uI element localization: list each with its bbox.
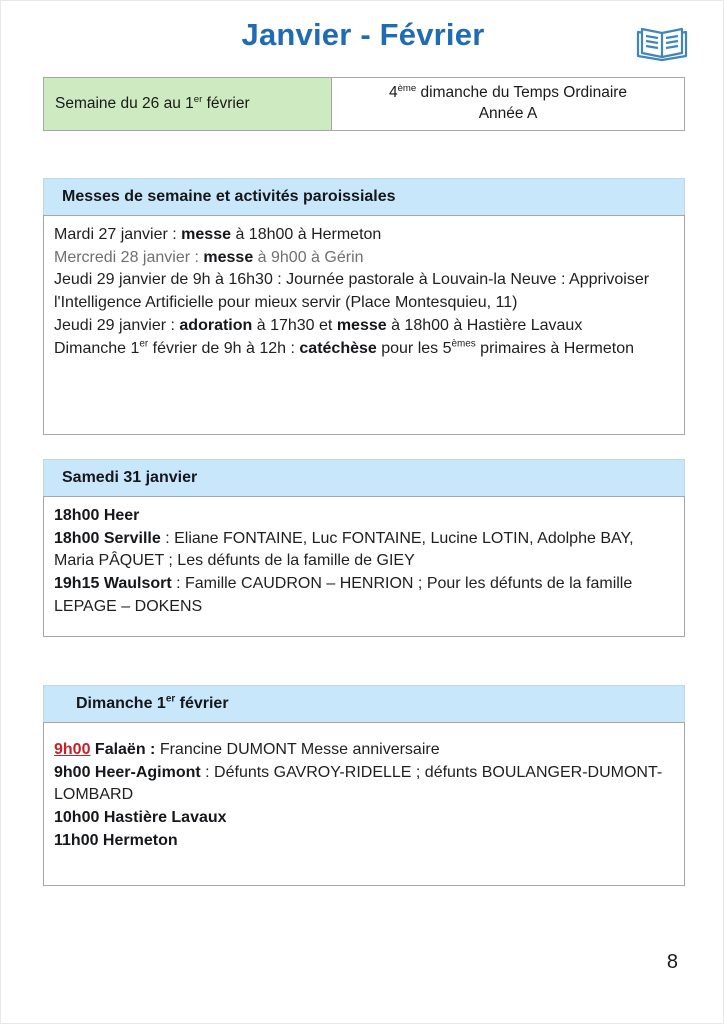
section-heading-messes-semaine: Messes de semaine et activités paroissiales [43,178,685,215]
week-ordinal-sup: er [193,93,203,105]
list-item: 9h00 Heer-Agimont : Défunts GAVROY-RIDELLE ; défunts BOULANGER-DUMONT-LOMBARD [54,763,663,804]
time-highlight: 9h00 [54,741,91,758]
list-item: 18h00 Serville : Eliane FONTAINE, Luc FONTAINE, Lucine LOTIN, Adolphe BAY, Maria PÂQUET ; Les défunts de la famille de GIEY [54,529,634,570]
section-messes-semaine [43,178,685,435]
page-title: Janvier - Février [241,17,485,52]
section-samedi-31-janvier [43,459,685,637]
section-heading-samedi: Samedi 31 janvier [43,459,685,496]
title-row [1,9,724,67]
list-item: Mardi 27 janvier : messe à 18h00 à Hermeton [54,226,382,243]
list-item: 18h00 Heer [54,507,140,524]
page-number: 8 [666,951,678,973]
section-dimanche-1er-fevrier [43,685,685,886]
list-item: Mercredi 28 janvier : messe à 9h00 à Gérin [54,248,364,266]
list-item: 19h15 Waulsort : Famille CAUDRON – HENRION ; Pour les défunts de la famille LEPAGE – DOKENS [54,575,633,615]
week-range-text: Semaine du 26 au 1er février [55,93,250,112]
section-body-messes-semaine [43,215,685,435]
list-item: Jeudi 29 janvier : adoration à 17h30 et messe à 18h00 à Hastière Lavaux [54,316,583,334]
list-item: Jeudi 29 janvier de 9h à 16h30 : Journée pastorale à Louvain-la Neuve : Apprivoiser l'Intelligence Artificielle pour mieux servir (Place Montesquieu, 11) [54,271,650,312]
ordinal-sup: er [165,693,176,705]
section-heading-dimanche [43,685,685,722]
open-book-icon [633,23,691,65]
ordinal-sup: èmes [451,338,476,350]
list-item: 10h00 Hastière Lavaux [54,809,227,827]
sunday-title-cell [332,78,684,130]
sunday-ordinal-sup: ème [397,82,417,94]
week-info-table [43,77,685,131]
section-body-dimanche [43,722,685,886]
list-item: 11h00 Hermeton [54,831,178,849]
section-heading-dimanche-text: Dimanche 1er février [76,693,229,712]
week-range-cell [44,78,332,130]
list-item: 9h00 Falaën : Francine DUMONT Messe anniversaire [54,741,440,758]
section-body-samedi [43,496,685,637]
sunday-title-line2: Année A [478,105,538,122]
ordinal-sup: er [139,338,149,350]
sunday-title-line1: 4ème dimanche du Temps Ordinaire [388,82,628,102]
list-item: Dimanche 1er février de 9h à 12h : catéchèse pour les 5èmes primaires à Hermeton [54,338,635,357]
